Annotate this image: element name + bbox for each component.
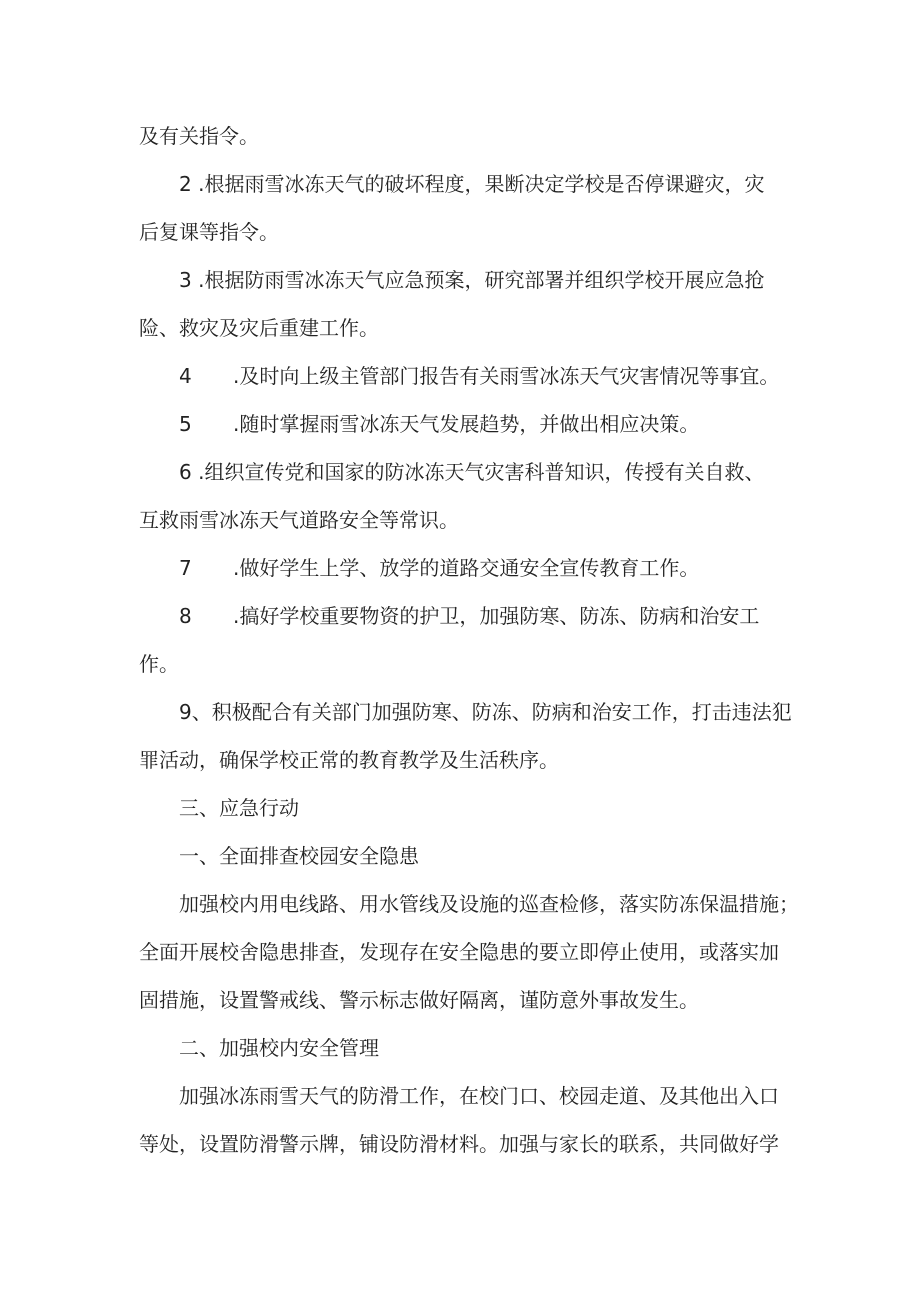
text-line: 作。 [139,652,179,676]
item-text: .做好学生上学、放学的道路交通安全宣传教育工作。 [233,556,700,580]
item-text: .及时向上级主管部门报告有关雨雪冰冻天气灾害情况等事宜。 [233,364,780,388]
text-line: 等处，设置防滑警示牌，铺设防滑材料。加强与家长的联系，共同做好学 [139,1132,779,1156]
item-number: 4 [179,364,192,388]
text-line [139,544,789,592]
item-text: .随时掌握雨雪冰冻天气发展趋势，并做出相应决策。 [233,412,700,436]
heading-text: 一、全面排查校园安全隐患 [179,844,419,868]
text-line: 6 .组织宣传党和国家的防冰冻天气灾害科普知识，传授有关自救、 [179,460,765,484]
body-paragraph [139,1072,789,1168]
item-number: 5 [179,412,192,436]
item-number: 7 [179,556,192,580]
text-line: 罪活动，确保学校正常的教育教学及生活秩序。 [139,748,559,772]
text-line: 后复课等指令。 [139,220,279,244]
text-line: 及有关指令。 [139,124,259,148]
list-item-8 [139,592,789,688]
text-line: 全面开展校舍隐患排查，发现存在安全隐患的要立即停止使用，或落实加 [139,940,779,964]
paragraph-continuation [139,112,789,160]
text-line: 互救雨雪冰冻天气道路安全等常识。 [139,508,459,532]
text-line [139,592,789,640]
item-text: .搞好学校重要物资的护卫，加强防寒、防冻、防病和治安工 [233,604,760,628]
list-item-4 [139,352,789,400]
heading-text: 二、加强校内安全管理 [179,1036,379,1060]
text-line: 加强冰冻雨雪天气的防滑工作，在校门口、校园走道、及其他出入口 [179,1084,779,1108]
list-item-3 [139,256,789,352]
list-item-7 [139,544,789,592]
text-line [139,400,789,448]
text-line: 加强校内用电线路、用水管线及设施的巡查检修，落实防冻保温措施； [179,892,799,916]
text-line: 固措施，设置警戒线、警示标志做好隔离，谨防意外事故发生。 [139,988,699,1012]
list-item-9 [139,688,792,784]
text-line: 2 .根据雨雪冰冻天气的破坏程度，果断决定学校是否停课避灾，灾 [179,172,765,196]
body-paragraph [139,880,799,1024]
text-line: 9、积极配合有关部门加强防寒、防冻、防病和治安工作，打击违法犯 [179,700,792,724]
subsection-heading-one [139,832,789,880]
list-item-5 [139,400,789,448]
heading-text: 三、应急行动 [179,796,299,820]
list-item-6 [139,448,789,544]
item-number: 8 [179,604,192,628]
section-heading-three [139,784,789,832]
document-body [139,112,799,1168]
text-line: 险、救灾及灾后重建工作。 [139,316,379,340]
subsection-heading-two [139,1024,789,1072]
list-item-2 [139,160,789,256]
text-line [139,352,789,400]
text-line: 3 .根据防雨雪冰冻天气应急预案，研究部署并组织学校开展应急抢 [179,268,765,292]
